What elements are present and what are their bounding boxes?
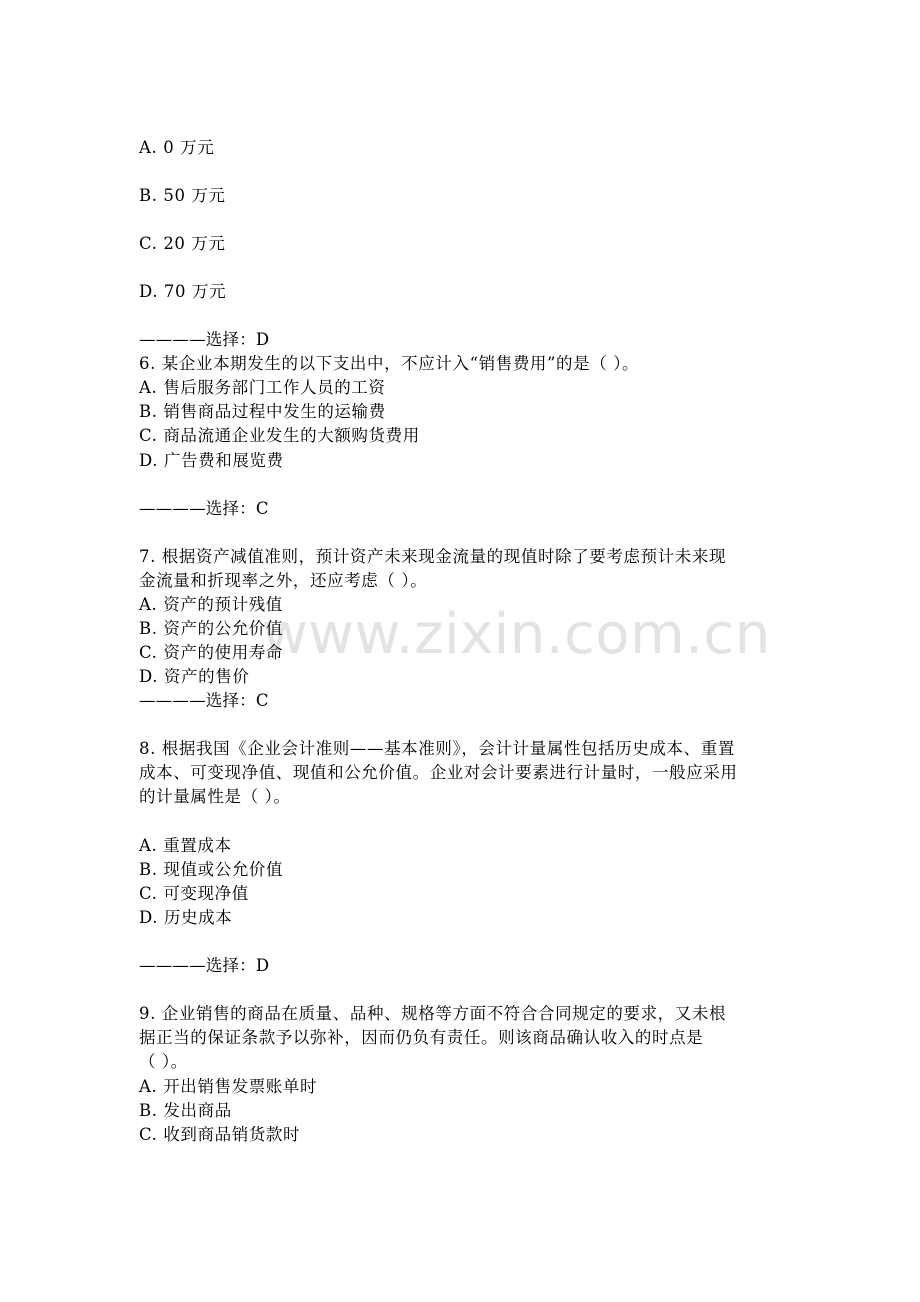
- q5-option-a: A. 0 万元: [139, 138, 215, 157]
- q5-answer: ————选择：D: [139, 330, 270, 349]
- q8-stem-line-3: 的计量属性是（ ）。: [139, 787, 291, 806]
- q8-option-c: C. 可变现净值: [139, 884, 249, 903]
- q8-option-a: A. 重置成本: [139, 836, 232, 855]
- q6-option-c: C. 商品流通企业发生的大额购货费用: [139, 426, 420, 445]
- q8-stem-line-1: 8. 根据我国《企业会计准则——基本准则》，会计计量属性包括历史成本、重置: [139, 739, 735, 758]
- q9-stem-line-1: 9. 企业销售的商品在质量、品种、规格等方面不符合合同规定的要求，又未根: [139, 1004, 727, 1023]
- q7-option-b: B. 资产的公允价值: [139, 619, 284, 638]
- q6-option-a: A. 售后服务部门工作人员的工资: [139, 378, 386, 397]
- q7-stem-line-2: 金流量和折现率之外，还应考虑（ ）。: [139, 571, 428, 590]
- q7-answer: ————选择：C: [139, 691, 269, 710]
- q7-option-c: C. 资产的使用寿命: [139, 643, 284, 662]
- q5-option-d: D. 70 万元: [139, 282, 227, 301]
- q8-option-d: D. 历史成本: [139, 908, 233, 927]
- q7-stem-line-1: 7. 根据资产减值准则，预计资产未来现金流量的现值时除了要考虑预计未来现: [139, 547, 727, 566]
- q9-option-c: C. 收到商品销货款时: [139, 1125, 301, 1144]
- q6-answer: ————选择：C: [139, 499, 269, 518]
- q7-option-a: A. 资产的预计残值: [139, 595, 283, 614]
- watermark: www.zixin.com.cn: [262, 602, 771, 667]
- q6-option-d: D. 广告费和展览费: [139, 451, 284, 470]
- q9-stem-line-2: 据正当的保证条款予以弥补，因而仍负有责任。则该商品确认收入的时点是: [139, 1028, 704, 1047]
- q5-option-c: C. 20 万元: [139, 234, 226, 253]
- q8-option-b: B. 现值或公允价值: [139, 860, 284, 879]
- q8-stem-line-2: 成本、可变现净值、现值和公允价值。企业对会计要素进行计量时，一般应采用: [139, 763, 738, 782]
- q7-option-d: D. 资产的售价: [139, 667, 250, 686]
- q6-option-b: B. 销售商品过程中发生的运输费: [139, 402, 386, 421]
- q5-option-b: B. 50 万元: [139, 186, 226, 205]
- q8-answer: ————选择：D: [139, 956, 270, 975]
- q9-stem-line-3: （ ）。: [139, 1052, 188, 1071]
- q9-option-b: B. 发出商品: [139, 1101, 232, 1120]
- q9-option-a: A. 开出销售发票账单时: [139, 1077, 318, 1096]
- q6-stem-line-1: 6. 某企业本期发生的以下支出中，不应计入“销售费用”的是（ ）。: [139, 354, 640, 373]
